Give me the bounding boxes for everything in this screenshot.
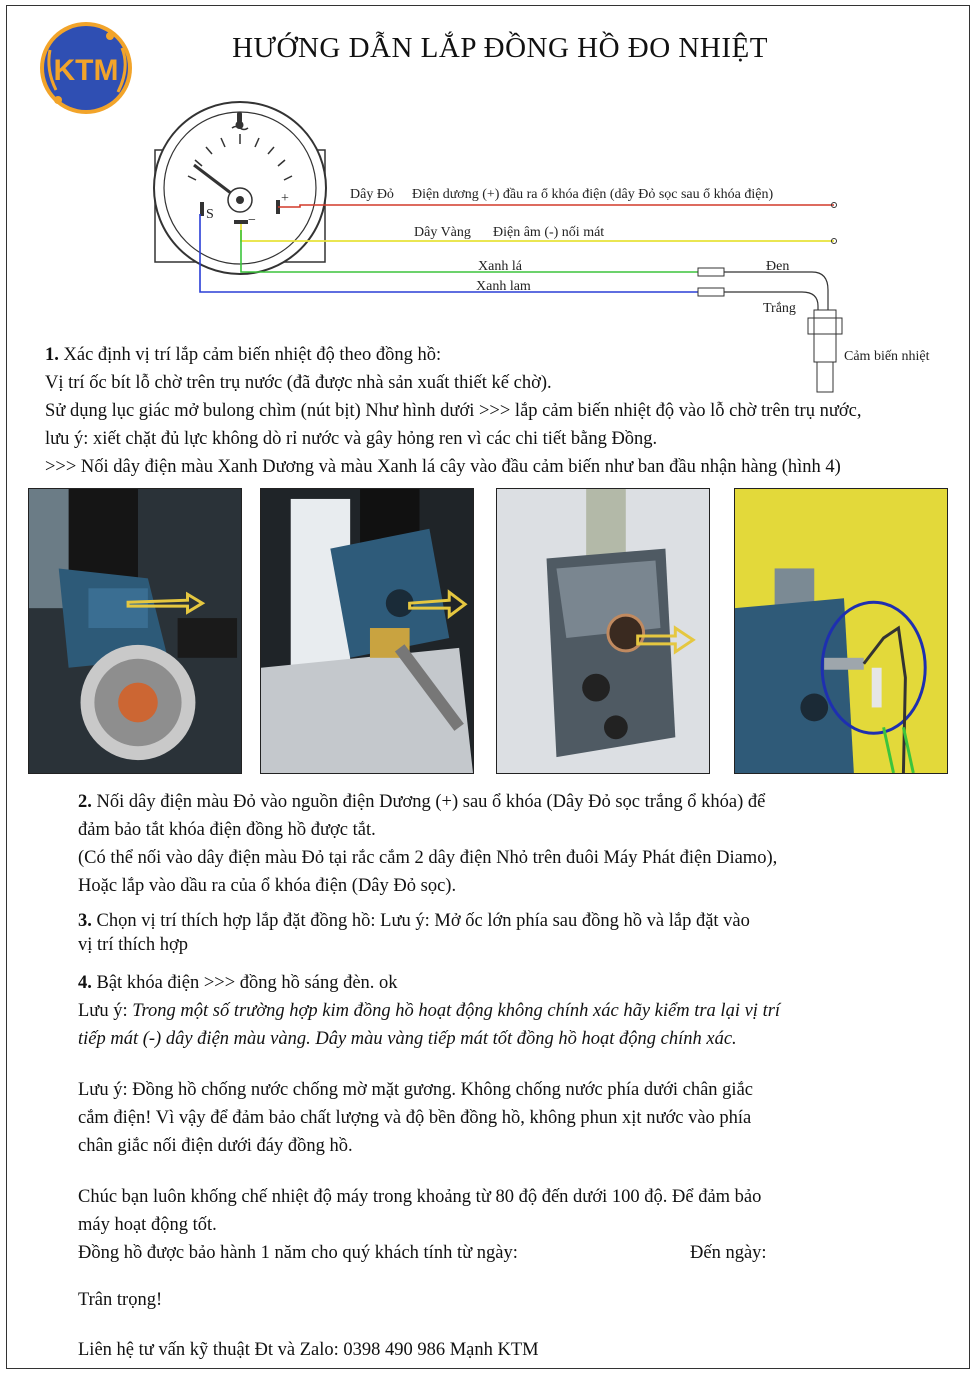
logo-text: KTM xyxy=(53,54,119,87)
terminal-plus-label: + xyxy=(281,191,289,206)
page-title: HƯỚNG DẪN LẮP ĐỒNG HỒ ĐO NHIỆT xyxy=(232,32,768,64)
terminal-s-label: S xyxy=(206,207,214,222)
contact-info: Liên hệ tư vấn kỹ thuật Đt và Zalo: 0398 490 986 Mạnh KTM xyxy=(78,1340,539,1360)
green-wire-label: Xanh lá xyxy=(478,259,522,274)
sensor-label: Cảm biến nhiệt xyxy=(844,349,930,364)
white-wire-label: Trắng xyxy=(763,301,796,316)
photo-1-engine-overview xyxy=(28,488,242,774)
yellow-wire-label: Dây Vàng xyxy=(414,225,471,240)
step1-line1: 1. Xác định vị trí lắp cảm biến nhiệt độ theo đồng hồ: xyxy=(45,345,442,365)
step2-line1: 2. Nối dây điện màu Đỏ vào nguồn điện Dương (+) sau ổ khóa (Dây Đỏ sọc trắng ổ khóa) để xyxy=(78,792,766,812)
yellow-wire-desc: Điện âm (-) nối mát xyxy=(493,225,605,240)
step1-line4: lưu ý: xiết chặt đủ lực không dò rỉ nước và gây hỏng ren vì các chi tiết bằng Đồng. xyxy=(45,429,658,449)
step4-note2: tiếp mát (-) dây điện màu vàng. Dây màu vàng tiếp mát tốt đồng hồ hoạt động chính xác. xyxy=(78,1029,737,1049)
step4-line1: 4. Bật khóa điện >>> đồng hồ sáng đèn. ok xyxy=(78,973,398,993)
ktm-logo xyxy=(38,20,134,116)
terminal-minus-label: − xyxy=(248,213,256,228)
closing-line2: máy hoạt động tốt. xyxy=(78,1215,217,1235)
step3-line2: vị trí thích hợp xyxy=(78,935,188,955)
blue-wire-label: Xanh lam xyxy=(476,279,531,294)
red-wire-desc: Điện dương (+) đầu ra ổ khóa điện (dây Đỏ sọc sau ổ khóa điện) xyxy=(412,187,774,202)
step4-note1: Lưu ý: Trong một số trường hợp kim đồng hồ hoạt động không chính xác hãy kiểm tra lại vị trí xyxy=(78,1001,781,1021)
step1-line2: Vị trí ốc bít lỗ chờ trên trụ nước (đã được nhà sản xuất thiết kế chờ). xyxy=(45,373,552,393)
photo-3-water-pipe xyxy=(496,488,710,774)
step2-line2: đảm bảo tắt khóa điện đồng hồ được tắt. xyxy=(78,820,376,840)
black-wire-label: Đen xyxy=(766,259,790,274)
warranty-to: Đến ngày: xyxy=(690,1243,767,1263)
warranty-from: Đồng hồ được bảo hành 1 năm cho quý khách tính từ ngày: xyxy=(78,1243,518,1263)
temperature-sensor xyxy=(808,310,842,392)
red-wire-label: Dây Đỏ xyxy=(350,187,394,202)
blue-connector xyxy=(698,288,724,296)
photo-2-sensor-port xyxy=(260,488,474,774)
green-connector xyxy=(698,268,724,276)
step1-line5: >>> Nối dây điện màu Xanh Dương và màu Xanh lá cây vào đầu cảm biến như ban đầu nhận hàng (hình 4) xyxy=(45,457,841,477)
red-wire xyxy=(278,205,834,207)
warning-line2: cắm điện! Vì vậy để đảm bảo chất lượng và độ bền đồng hồ, không phun xịt nước vào phía xyxy=(78,1108,752,1128)
step3-line1: 3. Chọn vị trí thích hợp lắp đặt đồng hồ: Lưu ý: Mở ốc lớn phía sau đồng hồ và lắp đặt vào xyxy=(78,911,750,931)
step2-line4: Hoặc lắp vào dầu ra của ổ khóa điện (Dây Đỏ sọc). xyxy=(78,876,457,896)
warning-line1: Lưu ý: Đồng hồ chống nước chống mờ mặt gương. Không chống nước phía dưới chân giắc xyxy=(78,1080,753,1100)
step1-line3: Sử dụng lục giác mở bulong chìm (nút bịt) Như hình dưới >>> lắp cảm biến nhiệt độ vào lỗ chờ trên trụ nước, xyxy=(45,401,862,421)
closing-line1: Chúc bạn luôn khống chế nhiệt độ máy trong khoảng từ 80 độ đến dưới 100 độ. Để đảm bảo xyxy=(78,1187,762,1207)
photo-4-sensor-installed xyxy=(734,488,948,774)
regards: Trân trọng! xyxy=(78,1290,163,1310)
warning-line3: chân giắc nối điện dưới đáy đồng hồ. xyxy=(78,1136,353,1156)
step2-line3: (Có thể nối vào dây điện màu Đỏ tại rắc cắm 2 dây điện Nhỏ trên đuôi Máy Phát điện Diamo), xyxy=(78,848,778,868)
